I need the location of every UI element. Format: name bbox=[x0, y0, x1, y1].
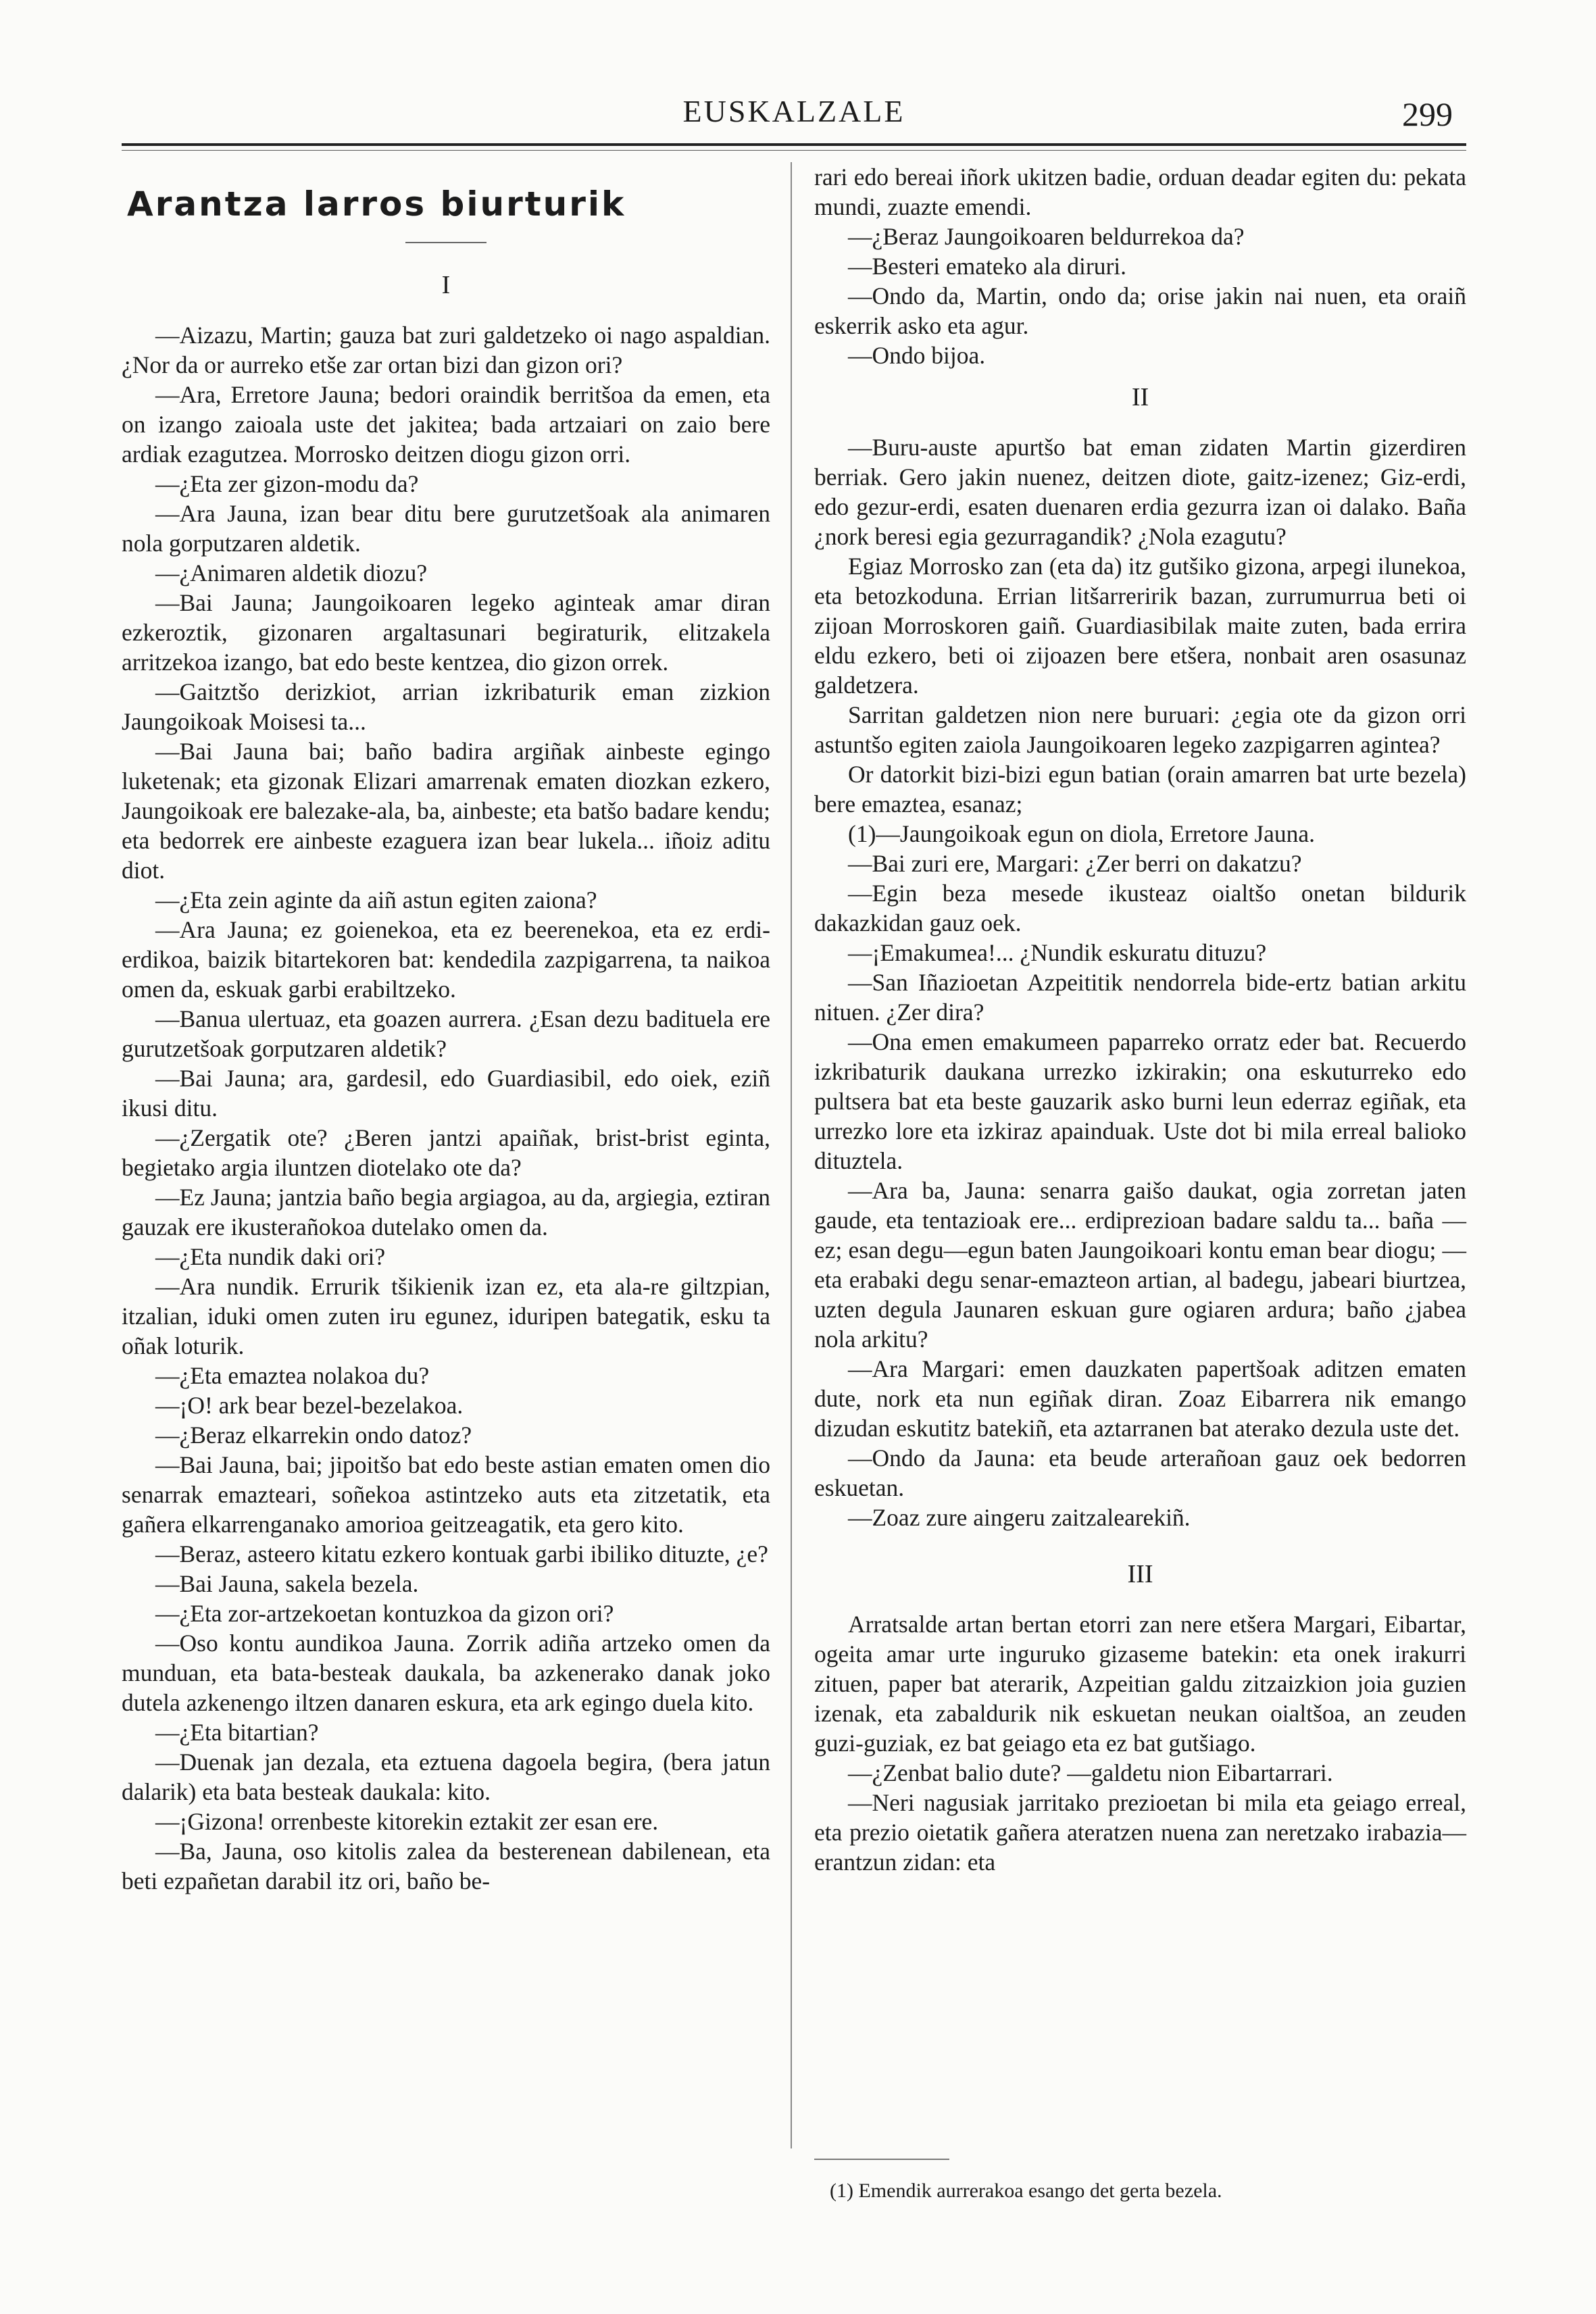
right-paragraphs-a bbox=[814, 162, 1466, 370]
paragraph: —Ara Margari: emen dauzkaten papertšoak aditzen ematen dute, nork eta nun egiñak diran. Zoaz Eibarrera nik emango dizudan eskutitz batekiñ, eta aztarranen bat aterako dezula uste det. bbox=[814, 1355, 1466, 1442]
running-title: EUSKALZALE bbox=[682, 94, 905, 128]
column-divider bbox=[791, 162, 792, 2148]
paragraph: —Ara, Erretore Jauna; bedori oraindik berritšoa da emen, eta on izango zaioala uste det jakitea; bada artzaiari on zaio bere ardiak ezagutzea. Morrosko deitzen diogu gizon orri. bbox=[122, 381, 770, 468]
paragraph: —Bai Jauna bai; baño badira argiñak ainbeste egingo luketenak; eta gizonak Elizari amarrenak ematen diozkan ezkero, Jaungoikoak ere balezake-ala, ba, ainbeste; eta batšo badare kendu; eta bedorrek ere ainbeste ezaguera izan bear lukela... iñoiz aditu diot. bbox=[122, 738, 770, 884]
page-number: 299 bbox=[1402, 95, 1453, 133]
paragraph: —¿Zenbat balio dute? —galdetu nion Eibartarrari. bbox=[848, 1759, 1333, 1786]
paragraph: —Ara ba, Jauna: senarra gaišo daukat, ogia zorretan jaten gaude, eta tentazioak ere... erdiprezioan badare saldu ta... baña —ez; esan degu—egun baten Jaungoikoari kontu eman bear diogu; —eta erabaki degu senar-emazteon artian, al badegu, jabeari biurtzea, uzten degula Jaunaren eskuan gure ogiaren ardura; baño ¿jabea nola arkitu? bbox=[814, 1177, 1466, 1353]
paragraph: —Zoaz zure aingeru zaitzalearekiñ. bbox=[848, 1504, 1191, 1531]
paragraph: —Oso kontu aundikoa Jauna. Zorrik adiña artzeko omen da munduan, eta bata-besteak daukala, ba azkenerako danak joko dutela azkenengo iltzen danaren eskura, eta ark egingo duela kito. bbox=[122, 1630, 770, 1716]
paragraph: —Banua ulertuaz, eta goazen aurrera. ¿Esan dezu badituela ere gurutzetšoak gorputzaren aldetik? bbox=[122, 1005, 770, 1062]
paragraph: —Egin beza mesede ikusteaz oialtšo onetan bildurik dakazkidan gauz oek. bbox=[814, 880, 1466, 936]
paragraph: —¿Eta emaztea nolakoa du? bbox=[155, 1362, 430, 1389]
paragraph: —¿Beraz Jaungoikoaren beldurrekoa da? bbox=[848, 223, 1245, 250]
paragraph: —Ba, Jauna, oso kitolis zalea da besterenean dabilenean, eta beti ezpañetan darabil itz ori, baño be- bbox=[122, 1838, 770, 1894]
paragraph: —¿Zergatik ote? ¿Beren jantzi apaiñak, brist-brist eginta, begietako argia iluntzen diotelako ote da? bbox=[122, 1124, 770, 1181]
paragraph: —Ara Jauna, izan bear ditu bere gurutzetšoak ala animaren nola gorputzaren aldetik. bbox=[122, 500, 770, 557]
right-paragraphs-b bbox=[814, 432, 1466, 1532]
paragraph: —¿Eta bitartian? bbox=[155, 1719, 319, 1746]
paragraph: —Bai Jauna, sakela bezela. bbox=[155, 1570, 419, 1597]
paragraph: —¿Beraz elkarrekin ondo datoz? bbox=[155, 1422, 472, 1449]
paragraph: —Gaitztšo derizkiot, arrian izkribaturik eman zizkion Jaungoikoak Moisesi ta... bbox=[122, 678, 770, 735]
section-heading-1: I bbox=[441, 271, 451, 299]
paragraph: —Ara nundik. Errurik tšikienik izan ez, eta ala-re giltzpian, itzalian, iduki omen zuten iru egunez, iduripen bategatik, esku ta oñak loturik. bbox=[122, 1273, 770, 1359]
paragraph: Or datorkit bizi-bizi egun batian (orain amarren bat urte bezela) bere emaztea, esanaz; bbox=[814, 761, 1466, 818]
paragraph: —Ondo da Jauna: eta beude arterañoan gauz oek bedorren eskuetan. bbox=[814, 1444, 1466, 1501]
paragraph: —Ara Jauna; ez goienekoa, eta ez beerenekoa, eta ez erdi-erdikoa, baizik bitartekoren bat: kendedila zazpigarrena, ta naikoa omen da, eskuak garbi erabiltzeko. bbox=[122, 916, 770, 1003]
paragraph: —¿Eta nundik daki ori? bbox=[155, 1243, 386, 1270]
paragraph: —¡O! ark bear bezel-bezelakoa. bbox=[155, 1392, 464, 1419]
paragraph: rari edo bereai iñork ukitzen badie, orduan deadar egiten du: pekata mundi, zuazte emendi. bbox=[814, 164, 1466, 220]
paragraph: —Ez Jauna; jantzia baño begia argiagoa, au da, argiegia, eztiran gauzak ere ikusterañokoa dutelako omen da. bbox=[122, 1184, 770, 1240]
paragraph: —¡Gizona! orrenbeste kitorekin eztakit zer esan ere. bbox=[155, 1808, 659, 1835]
left-paragraphs bbox=[122, 320, 770, 1896]
paragraph: —San Iñazioetan Azpeititik nendorrela bide-ertz batian arkitu nituen. ¿Zer dira? bbox=[814, 969, 1466, 1026]
paragraph: —Buru-auste apurtšo bat eman zidaten Martin gizerdiren berriak. Gero jakin nuenez, deitzen diote, gaitz-izenez; Giz-erdi, edo gezur-erdi, esaten duenaren erdia gezurra izan oi dalako. Baña ¿nork beresi egia gezurragandik? ¿Nola ezagutu? bbox=[814, 434, 1466, 550]
paragraph: —¿Eta zer gizon-modu da? bbox=[155, 470, 419, 497]
right-paragraphs-c bbox=[814, 1609, 1466, 1877]
paragraph: —Beraz, asteero kitatu ezkero kontuak garbi ibiliko dituzte, ¿e? bbox=[155, 1540, 768, 1567]
page-header bbox=[122, 86, 1466, 141]
right-column bbox=[814, 162, 1466, 1877]
header-rule bbox=[122, 143, 1466, 146]
header-rule-thin bbox=[122, 150, 1466, 151]
paragraph: —¡Emakumea!... ¿Nundik eskuratu dituzu? bbox=[848, 939, 1267, 966]
section-heading-2: II bbox=[1131, 383, 1149, 411]
left-column bbox=[122, 162, 770, 1896]
paragraph: —Bai Jauna, bai; jipoitšo bat edo beste astian ematen omen dio senarrak emazteari, soñekoa astintzeko auts eta zitzetatik, eta gañera elkarrenganako amorioa geitzeagatik, eta gero kito. bbox=[122, 1451, 770, 1538]
paragraph: —¿Eta zein aginte da aiñ astun egiten zaiona? bbox=[155, 886, 597, 913]
footnote: (1) Emendik aurrerakoa esango det gerta bezela. bbox=[830, 2180, 1222, 2202]
paragraph: Sarritan galdetzen nion nere buruari: ¿egia ote da gizon orri astuntšo egiten zaiola Jaungoikoaren legeko zazpigarren agintea? bbox=[814, 701, 1466, 758]
paragraph: —Ondo bijoa. bbox=[848, 342, 986, 369]
footnote-rule bbox=[814, 2159, 949, 2160]
paragraph: —¿Animaren aldetik diozu? bbox=[155, 559, 428, 586]
paragraph: (1)—Jaungoikoak egun on diola, Erretore Jauna. bbox=[848, 820, 1316, 847]
paragraph: —Neri nagusiak jarritako prezioetan bi mila eta geiago erreal, eta prezio oietatik gañera ateratzen nuena zan neretzako irabazia—erantzun zidan: eta bbox=[814, 1789, 1466, 1876]
section-heading-3: III bbox=[1127, 1560, 1153, 1588]
paragraph: —Besteri emateko ala diruri. bbox=[848, 253, 1127, 280]
paragraph: —Bai Jauna; Jaungoikoaren legeko aginteak amar diran ezkeroztik, gizonaren argaltasunari begiraturik, elitzakela arritzekoa izango, bat edo beste kentzea, dio gizon orrek. bbox=[122, 589, 770, 676]
paragraph: —Ona emen emakumeen paparreko orratz eder bat. Recuerdo izkribaturik daukana urrezko izkirakin; ona eskuturreko edo pultsera bat eta beste gauzarik asko burni leun ederraz egiñak, eta urrezko lore eta izkiraz apainduak. Uste dot bi mila erreal balioko dituztela. bbox=[814, 1028, 1466, 1174]
paragraph: —Ondo da, Martin, ondo da; orise jakin nai nuen, eta oraiñ eskerrik asko eta agur. bbox=[814, 282, 1466, 339]
article-title: Arantza larros biurturik bbox=[127, 184, 626, 224]
paragraph: Arratsalde artan bertan etorri zan nere etšera Margari, Eibartar, ogeita amar urte inguruko gizaseme batekin: eta onek irakurri zituen, paper bat aterarik, Azpeitian galdu zitzaizkion joia guzien izenak, eta zabaldurik nik eskuetan neukan oialtšoa, an zeuden guzi-guziak, ez bat geiago eta ez bat gutšiago. bbox=[814, 1611, 1466, 1757]
title-rule bbox=[405, 242, 487, 243]
paragraph: —¿Eta zor-artzekoetan kontuzkoa da gizon ori? bbox=[155, 1600, 614, 1627]
paragraph: —Bai zuri ere, Margari: ¿Zer berri on dakatzu? bbox=[848, 850, 1302, 877]
paragraph: —Duenak jan dezala, eta eztuena dagoela begira, (bera jatun dalarik) eta bata besteak daukala: kito. bbox=[122, 1749, 770, 1805]
paragraph: Egiaz Morrosko zan (eta da) itz gutšiko gizona, arpegi ilunekoa, eta betozkoduna. Errian litšarreririk bazan, zurrumurrua beti oi zijoan Morroskoren gaiñ. Guardiasibilak maite zuten, bada errira eldu ezkero, beti oi zijoazen bere etšera, nonbait aren osasunaz galdetzera. bbox=[814, 553, 1466, 699]
paragraph: —Bai Jauna; ara, gardesil, edo Guardiasibil, edo oiek, eziñ ikusi ditu. bbox=[122, 1065, 770, 1122]
paragraph: —Aizazu, Martin; gauza bat zuri galdetzeko oi nago aspaldian. ¿Nor da or aurreko etše zar ortan bizi dan gizon ori? bbox=[122, 322, 770, 378]
